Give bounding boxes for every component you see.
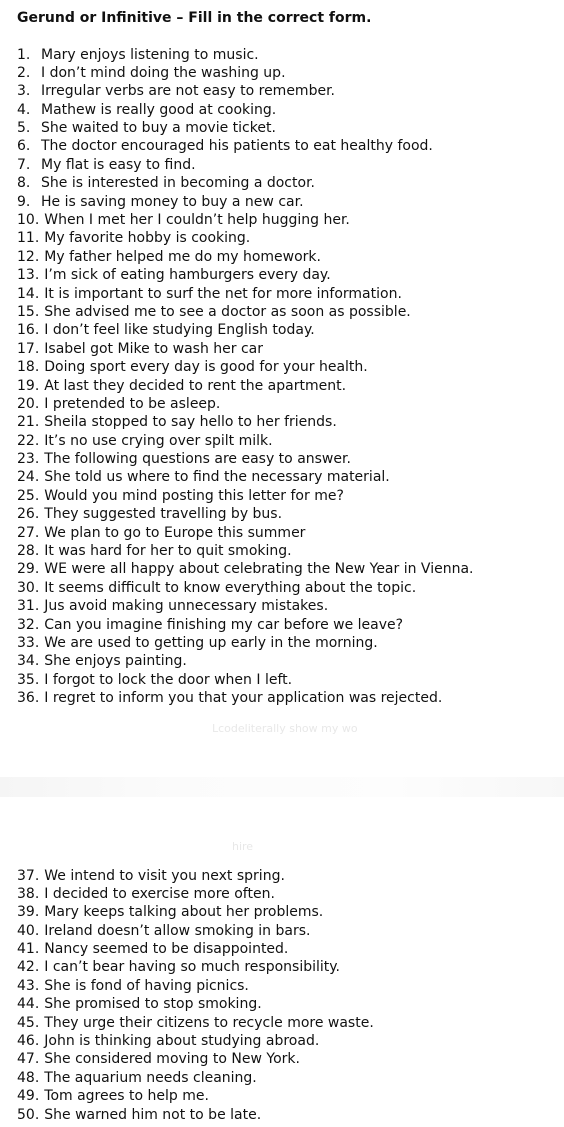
worksheet-title: Gerund or Infinitive – Fill in the correct form. [17,10,372,26]
exercise-sentence [17,560,473,578]
exercise-sentence [17,652,473,670]
sentence-number: 37. [17,867,40,884]
sentence-number: 30. [17,579,40,596]
sentence-number: 50. [17,1106,40,1123]
exercise-sentence [17,1069,374,1087]
exercise-sentence [17,229,473,247]
sentence-number: 43. [17,977,40,994]
sentence-text: Doing sport every day is good for your health. [44,359,368,376]
sentence-number: 15. [17,303,40,320]
exercise-sentence [17,468,473,486]
sentence-number: 44. [17,996,40,1013]
sentence-text: It is important to surf the net for more information. [44,285,402,302]
sentence-number: 6. [17,138,31,155]
sentence-text: Ireland doesn’t allow smoking in bars. [44,922,311,939]
exercise-sentence [17,395,473,413]
sentence-number: 40. [17,922,40,939]
exercise-sentence [17,505,473,523]
sentence-number: 48. [17,1069,40,1086]
sentence-text: We plan to go to Europe this summer [44,524,306,541]
sentence-text: She is fond of having picnics. [44,977,249,994]
sentence-number: 22. [17,432,40,449]
sentence-text: She promised to stop smoking. [44,996,262,1013]
sentence-number: 5. [17,120,31,137]
sentence-text: Mathew is really good at cooking. [41,101,277,118]
sentence-text: She considered moving to New York. [44,1051,300,1068]
sentence-number: 33. [17,635,40,651]
sentence-number: 2. [17,64,31,81]
sentence-number: 45. [17,1014,40,1031]
sentence-number: 27. [17,524,40,541]
sentence-number: 46. [17,1033,40,1050]
sentence-text: Can you imagine finishing my car before we leave? [44,616,404,633]
sentence-text: WE were all happy about celebrating the New Year in Vienna. [44,561,474,578]
exercise-sentence [17,940,374,958]
sentence-text: Tom agrees to help me. [44,1088,209,1105]
sentence-text: Isabel got Mike to wash her car [44,340,264,357]
sentence-text: She waited to buy a movie ticket. [41,120,276,137]
exercise-sentence [17,597,473,615]
exercise-sentence [17,358,473,376]
sentence-number: 32. [17,616,40,633]
sentence-text: The aquarium needs cleaning. [44,1069,257,1086]
sentence-number: 7. [17,156,31,173]
sentence-text: She enjoys painting. [44,653,187,670]
exercise-sentence [17,616,473,634]
sentence-text: Jus avoid making unnecessary mistakes. [44,598,329,615]
exercise-sentence [17,634,473,652]
sentence-text: Mary enjoys listening to music. [41,46,259,63]
sentence-number: 20. [17,395,40,412]
sentence-number: 47. [17,1051,40,1068]
exercise-sentence [17,211,473,229]
sentence-number: 14. [17,285,40,302]
sentence-text: I pretended to be asleep. [44,395,221,412]
exercise-sentence [17,524,473,542]
sentence-text: She told us where to find the necessary material. [44,469,390,486]
exercise-sentence [17,340,473,358]
sentence-number: 25. [17,487,40,504]
page-break-band [0,777,564,797]
exercise-sentence [17,266,473,284]
exercise-sentence [17,922,374,940]
exercise-sentence [17,137,473,155]
sentence-text: Nancy seemed to be disappointed. [44,941,289,958]
exercise-sentence [17,1050,374,1068]
exercise-sentence [17,174,473,192]
sentence-number: 34. [17,653,40,670]
exercise-sentence [17,1014,374,1032]
sentence-text: Would you mind posting this letter for me? [44,487,344,504]
sentence-text: It was hard for her to quit smoking. [44,543,292,560]
exercise-sentence [17,1106,374,1124]
sentence-text: We intend to visit you next spring. [44,867,285,884]
sentence-text: I don’t mind doing the washing up. [41,64,286,81]
faint-watermark-text-2: hire [232,840,254,853]
sentence-text: When I met her I couldn’t help hugging her. [44,212,350,229]
sentence-number: 12. [17,248,40,265]
sentence-number: 16. [17,322,40,339]
exercise-sentence [17,432,473,450]
exercise-sentence [17,285,473,303]
sentence-text: The doctor encouraged his patients to eat healthy food. [41,138,433,155]
exercise-sentence [17,101,473,119]
exercise-sentence [17,487,473,505]
sentence-number: 21. [17,414,40,431]
exercise-sentence [17,64,473,82]
sentence-number: 24. [17,469,40,486]
sentence-text: I forgot to lock the door when I left. [44,671,293,688]
sentence-text: Irregular verbs are not easy to remember. [41,83,335,100]
sentence-text: It seems difficult to know everything about the topic. [44,579,417,596]
exercise-sentence [17,1087,374,1105]
sentence-text: We are used to getting up early in the morning. [44,635,378,651]
sentence-number: 8. [17,175,31,192]
sentence-number: 4. [17,101,31,118]
sentence-number: 28. [17,543,40,560]
sentence-text: She advised me to see a doctor as soon as possible. [44,303,411,320]
sentence-text: He is saving money to buy a new car. [41,193,304,210]
sentence-text: She warned him not to be late. [44,1106,262,1123]
sentence-text: Sheila stopped to say hello to her friends. [44,414,337,431]
exercise-sentence [17,1032,374,1050]
sentence-number: 11. [17,230,40,247]
exercise-sentence [17,46,473,64]
sentence-number: 41. [17,941,40,958]
sentence-number: 42. [17,959,40,976]
exercise-sentence [17,867,374,885]
sentence-text: It’s no use crying over spilt milk. [44,432,273,449]
exercise-list-part-2 [17,867,374,1124]
sentence-number: 13. [17,267,40,284]
sentence-number: 39. [17,904,40,921]
sentence-text: They urge their citizens to recycle more waste. [44,1014,374,1031]
exercise-sentence [17,156,473,174]
sentence-text: My flat is easy to find. [41,156,196,173]
exercise-sentence [17,82,473,100]
exercise-list-part-1 [17,46,473,708]
sentence-text: My father helped me do my homework. [44,248,321,265]
sentence-text: She is interested in becoming a doctor. [41,175,315,192]
sentence-text: My favorite hobby is cooking. [44,230,251,247]
sentence-text: I don’t feel like studying English today. [44,322,315,339]
exercise-sentence [17,303,473,321]
exercise-sentence [17,995,374,1013]
sentence-text: At last they decided to rent the apartment. [44,377,347,394]
sentence-number: 29. [17,561,40,578]
sentence-number: 18. [17,359,40,376]
sentence-number: 23. [17,451,40,468]
exercise-sentence [17,377,473,395]
exercise-sentence [17,885,374,903]
exercise-sentence [17,413,473,431]
sentence-number: 17. [17,340,40,357]
exercise-sentence [17,450,473,468]
sentence-number: 10. [17,212,40,229]
sentence-number: 36. [17,690,40,707]
sentence-text: I regret to inform you that your application was rejected. [44,690,443,707]
sentence-text: They suggested travelling by bus. [44,506,283,523]
sentence-text: The following questions are easy to answer. [44,451,351,468]
exercise-sentence [17,119,473,137]
sentence-number: 31. [17,598,40,615]
exercise-sentence [17,193,473,211]
sentence-number: 38. [17,885,40,902]
sentence-number: 1. [17,46,31,63]
sentence-text: I decided to exercise more often. [44,885,275,902]
sentence-text: John is thinking about studying abroad. [44,1033,320,1050]
sentence-text: I’m sick of eating hamburgers every day. [44,267,331,284]
exercise-sentence [17,542,473,560]
sentence-number: 35. [17,671,40,688]
sentence-number: 26. [17,506,40,523]
sentence-text: Mary keeps talking about her problems. [44,904,324,921]
faint-watermark-text: Lcodeliterally show my wo [212,722,358,735]
sentence-number: 49. [17,1088,40,1105]
exercise-sentence [17,903,374,921]
exercise-sentence [17,958,374,976]
exercise-sentence [17,321,473,339]
exercise-sentence [17,248,473,266]
sentence-text: I can’t bear having so much responsibility. [44,959,340,976]
exercise-sentence [17,671,473,689]
exercise-sentence [17,579,473,597]
sentence-number: 3. [17,83,31,100]
exercise-sentence [17,977,374,995]
sentence-number: 9. [17,193,31,210]
sentence-number: 19. [17,377,40,394]
exercise-sentence [17,689,473,707]
